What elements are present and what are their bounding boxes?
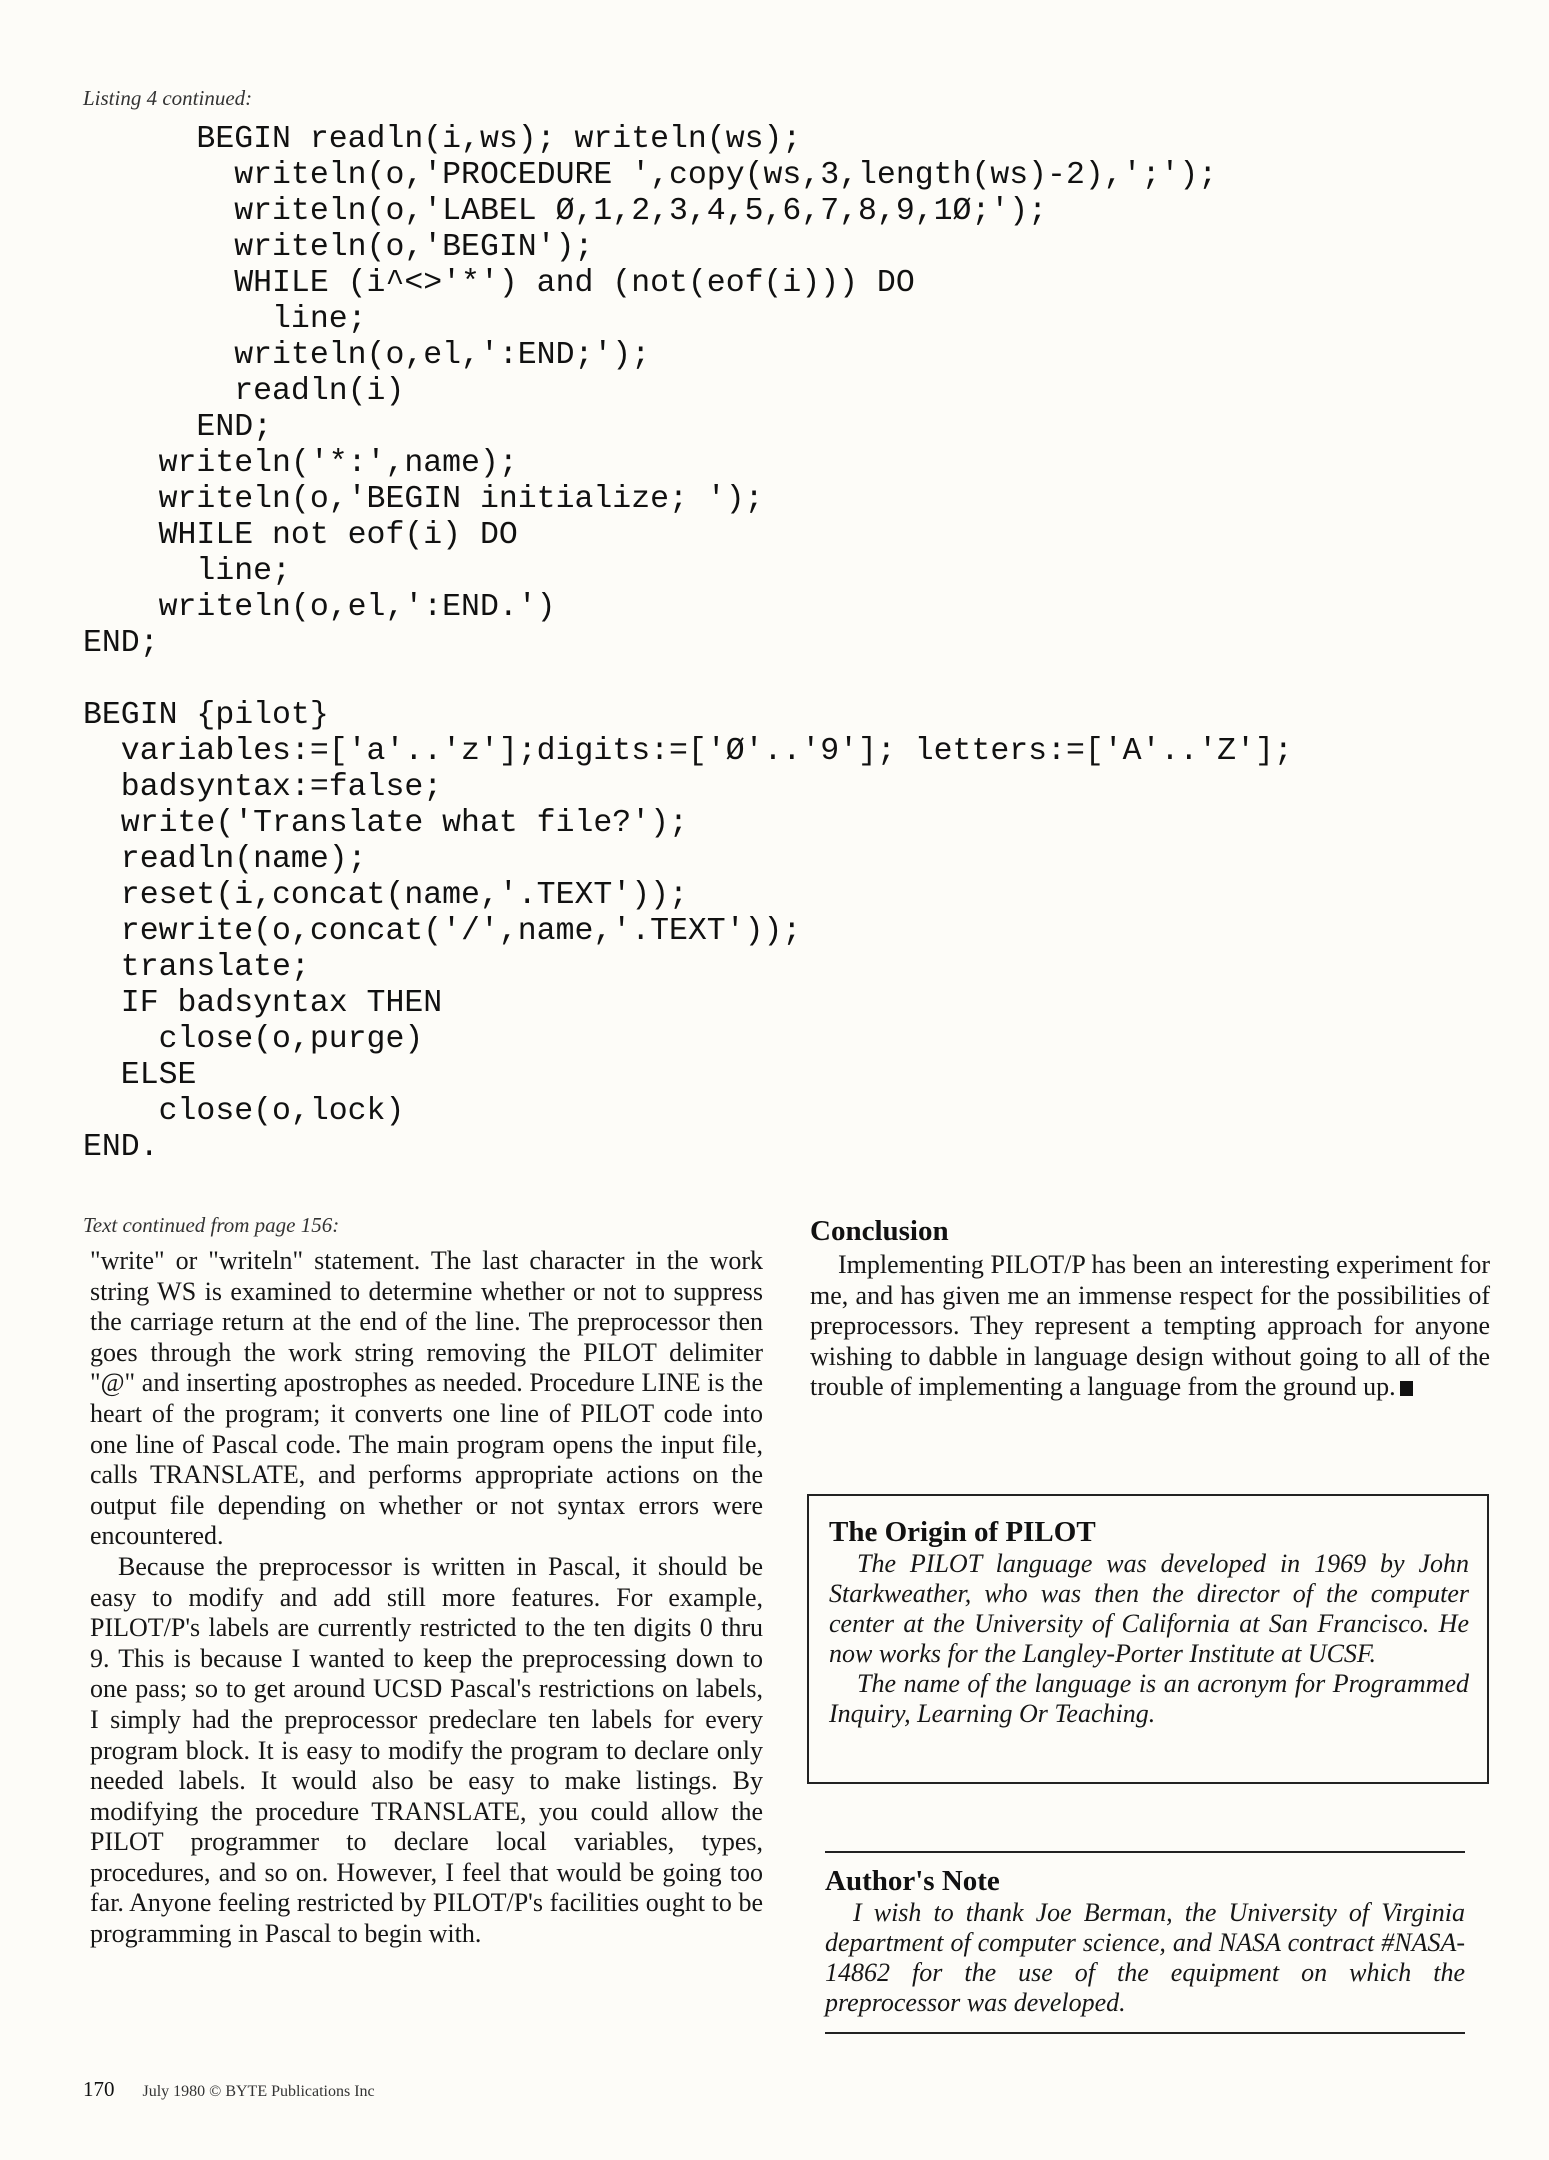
right-column: [810, 1215, 1490, 1403]
code-line: variables:=['a'..'z'];digits:=['Ø'..'9']; letters:=['A'..'Z'];: [83, 734, 1293, 769]
conclusion-text: Implementing PILOT/P has been an interesting experiment for me, and has given me an immense respect for the possibilities of preprocessors. They represent a tempting approach for anyone wishing to dabble in language design without going to all of the trouble of implementing a language from the ground up.: [810, 1250, 1490, 1402]
code-line: [83, 662, 1293, 698]
origin-paragraph: The PILOT language was developed in 1969 by John Starkweather, who was then the director of the computer center at the University of California at San Francisco. He now works for the Langley-Porter Institute at UCSF.: [829, 1549, 1469, 1668]
code-line: writeln(o,'BEGIN initialize; ');: [83, 482, 764, 517]
code-line: translate;: [83, 950, 310, 985]
code-line: BEGIN {pilot}: [83, 698, 329, 733]
code-line: writeln(o,'LABEL Ø,1,2,3,4,5,6,7,8,9,1Ø;');: [83, 194, 1048, 229]
origin-paragraph: The name of the language is an acronym for Programmed Inquiry, Learning Or Teaching.: [829, 1669, 1469, 1728]
origin-of-pilot-box: [807, 1494, 1489, 1784]
code-line: BEGIN readln(i,ws); writeln(ws);: [83, 122, 802, 157]
author-note: [825, 1851, 1465, 2034]
conclusion-paragraph: [810, 1250, 1490, 1403]
footer-credit: July 1980 © BYTE Publications Inc: [142, 2083, 375, 2100]
code-line: badsyntax:=false;: [83, 770, 443, 805]
code-line: line;: [83, 554, 291, 589]
code-line: writeln(o,'PROCEDURE ',copy(ws,3,length(ws)-2),';');: [83, 158, 1218, 193]
code-line: rewrite(o,concat('/',name,'.TEXT'));: [83, 914, 802, 949]
code-line: writeln(o,el,':END;');: [83, 338, 651, 373]
code-line: END;: [83, 626, 159, 661]
listing-caption: Listing 4 continued:: [83, 86, 253, 110]
code-line: close(o,lock): [83, 1094, 405, 1129]
code-line: readln(name);: [83, 842, 367, 877]
code-line: WHILE (i^<>'*') and (not(eof(i))) DO: [83, 266, 915, 301]
code-line: close(o,purge): [83, 1022, 424, 1057]
author-note-heading: Author's Note: [825, 1865, 1000, 1897]
code-line: line;: [83, 302, 367, 337]
page-number: 170: [83, 2077, 115, 2101]
code-line: reset(i,concat(name,'.TEXT'));: [83, 878, 688, 913]
conclusion-heading: Conclusion: [810, 1215, 949, 1247]
end-of-article-mark: [1400, 1381, 1413, 1396]
origin-heading: The Origin of PILOT: [829, 1516, 1096, 1548]
author-note-text: I wish to thank Joe Berman, the University of Virginia department of computer science, and NASA contract #NASA-14862 for the use of the equipment on which the preprocessor was developed.: [825, 1898, 1465, 2017]
code-line: WHILE not eof(i) DO: [83, 518, 518, 553]
code-line: writeln(o,el,':END.'): [83, 590, 556, 625]
code-listing: [83, 122, 1293, 1166]
code-line: write('Translate what file?');: [83, 806, 688, 841]
code-line: END.: [83, 1130, 159, 1165]
page-footer: [83, 2077, 375, 2102]
code-line: IF badsyntax THEN: [83, 986, 443, 1021]
code-line: END;: [83, 410, 273, 445]
code-line: ELSE: [83, 1058, 197, 1093]
left-column-text: [90, 1246, 763, 1950]
code-line: readln(i): [83, 374, 405, 409]
body-paragraph: Because the preprocessor is written in Pascal, it should be easy to modify and add still more features. For example, PILOT/P's labels are currently restricted to the ten digits 0 thru 9. This is because I wanted to keep the preprocessing down to one pass; so to get around UCSD Pascal's restrictions on labels, I simply had the preprocessor predeclare ten labels for every program block. It is easy to modify the program to declare only needed labels. It would also be easy to make listings. By modifying the procedure TRANSLATE, you could allow the PILOT programmer to declare local variables, types, procedures, and so on. However, I feel that would be going too far. Anyone feeling restricted by PILOT/P's facilities ought to be programming in Pascal to begin with.: [90, 1551, 763, 1949]
code-line: writeln('*:',name);: [83, 446, 518, 481]
body-paragraph: "write" or "writeln" statement. The last character in the work string WS is examined to determine whether or not to suppress the carriage return at the end of the line. The preprocessor then goes through the work string removing the PILOT delimiter "@" and inserting apostrophes as needed. Procedure LINE is the heart of the program; it converts one line of PILOT code into one line of Pascal code. The main program opens the input file, calls TRANSLATE, and performs appropriate actions on the output file depending on whether or not syntax errors were encountered.: [90, 1246, 763, 1551]
code-line: writeln(o,'BEGIN');: [83, 230, 594, 265]
continued-label: Text continued from page 156:: [83, 1213, 340, 1237]
